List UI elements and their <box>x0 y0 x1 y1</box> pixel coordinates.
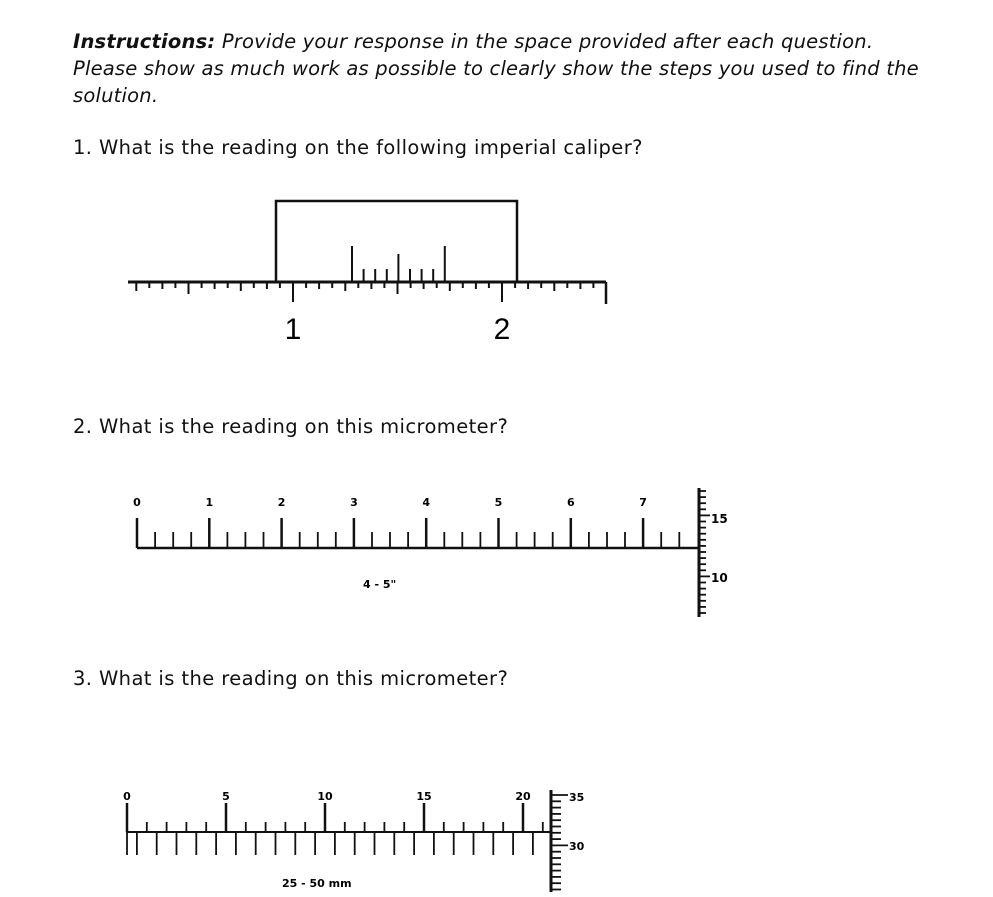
mic1-sleeve-label: 1 <box>205 496 214 509</box>
mic2-thimble-label-35: 35 <box>569 791 585 804</box>
mic2-thimble-label-30: 30 <box>569 840 585 853</box>
caliper-diagram <box>128 201 606 346</box>
mic2-thimble-ticks <box>551 795 568 890</box>
mic1-sleeve-label: 5 <box>494 496 503 509</box>
caliper-label-2: 2 <box>493 313 511 346</box>
mic2-sleeve-label: 5 <box>222 790 230 803</box>
mic2-sleeve-label: 20 <box>515 790 531 803</box>
mic1-sleeve-label: 7 <box>639 496 647 509</box>
mic1-thimble-ticks <box>699 491 710 613</box>
caliper-vernier-jaw <box>276 201 517 282</box>
mic1-thimble-label-15: 15 <box>711 512 728 526</box>
question-1: 1. What is the reading on the following imperial caliper? <box>73 136 643 159</box>
question-2: 2. What is the reading on this micrometer? <box>73 415 509 438</box>
mic1-sleeve-label: 4 <box>422 496 431 509</box>
micrometer-metric-diagram <box>123 790 584 892</box>
mic1-sleeve-label: 3 <box>350 496 358 509</box>
instructions-text: Provide your response in the space provided after each question. Please show as much work as possible to clearly show the steps you used to find the solution. <box>73 30 919 107</box>
mic2-sleeve-ticks <box>127 803 543 855</box>
mic1-sleeve-label: 6 <box>566 496 575 509</box>
mic1-thimble-label-10: 10 <box>711 571 728 585</box>
mic2-sleeve-label: 0 <box>123 790 131 803</box>
mic1-sleeve-ticks <box>137 518 679 548</box>
caliper-vernier-scale <box>352 246 445 282</box>
caliper-label-1: 1 <box>284 313 302 346</box>
mic2-range-label: 25 - 50 mm <box>282 877 352 890</box>
caliper-main-scale <box>136 282 606 304</box>
mic2-sleeve-labels <box>123 790 531 803</box>
instructions-heading: Instructions: <box>73 30 216 53</box>
mic2-sleeve-label: 15 <box>416 790 432 803</box>
micrometer-imperial-diagram <box>133 488 728 617</box>
mic2-sleeve-label: 10 <box>317 790 333 803</box>
mic1-sleeve-label: 2 <box>277 496 286 509</box>
mic1-sleeve-label: 0 <box>133 496 141 509</box>
mic1-range-label: 4 - 5" <box>363 578 397 591</box>
mic1-sleeve-labels <box>133 496 647 509</box>
question-3: 3. What is the reading on this micrometer? <box>73 667 509 690</box>
